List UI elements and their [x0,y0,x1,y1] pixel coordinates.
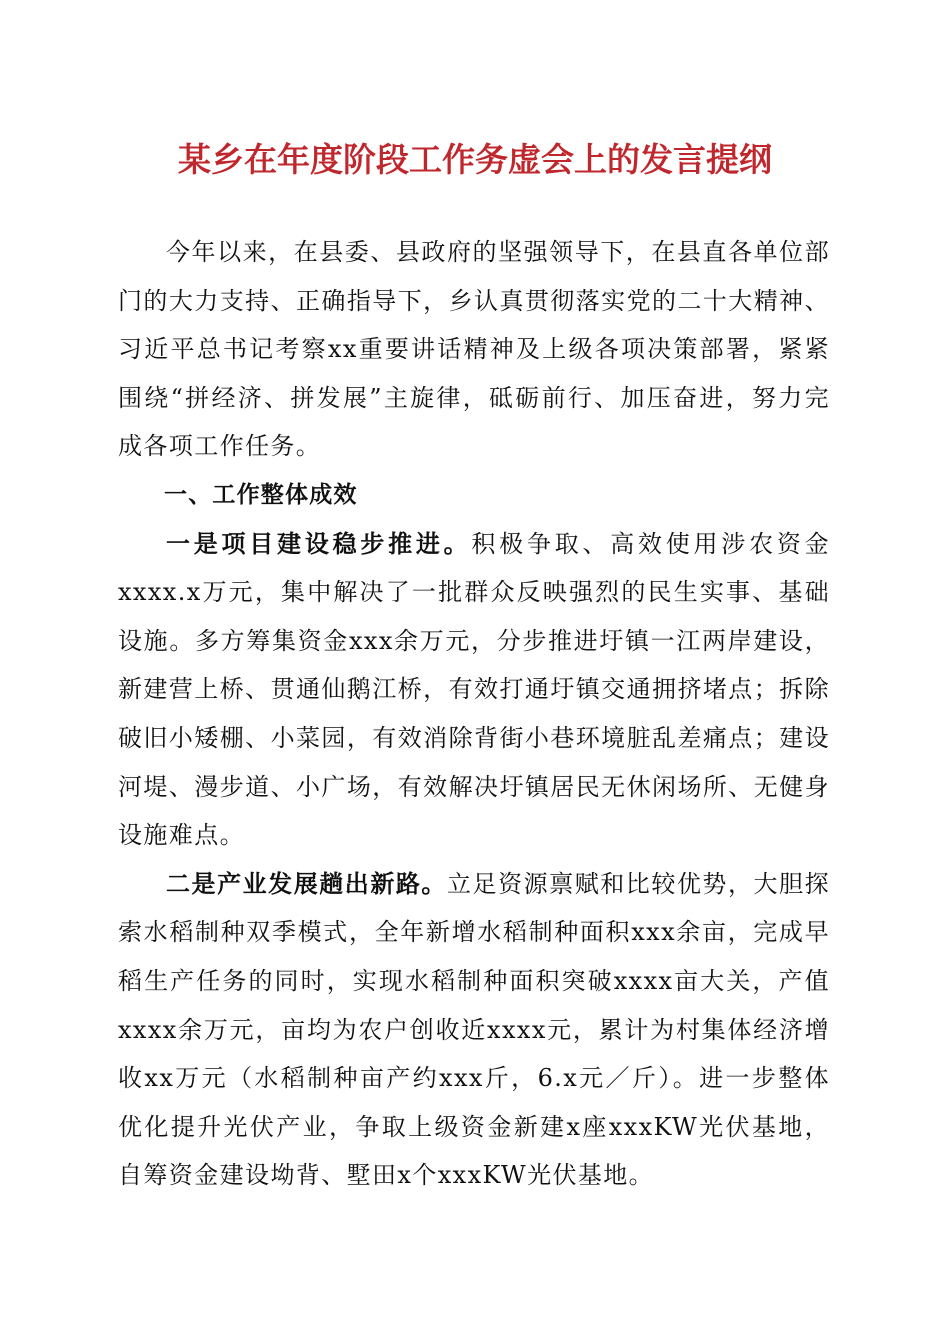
document-title: 某乡在年度阶段工作务虚会上的发言提纲 [178,140,772,179]
item2-lead: 二是产业发展趟出新路。 [166,868,447,898]
document-body [118,228,830,1200]
intro-paragraph: 今年以来，在县委、县政府的坚强领导下，在县直各单位部门的大力支持、正确指导下，乡认真贯彻落实党的二十大精神、习近平总书记考察xx重要讲话精神及上级各项决策部署，紧紧围绕“拼经济、拼发展”主旋律，砥砺前行、加压奋进，努力完成各项工作任务。 [118,238,830,461]
item1-text: 积极争取、高效使用涉农资金xxxx.x万元，集中解决了一批群众反映强烈的民生实事、基础设施。多方筹集资金xxx余万元，分步推进圩镇一江两岸建设，新建营上桥、贯通仙鹅江桥，有效打通圩镇交通拥挤堵点；拆除破旧小矮棚、小菜园，有效消除背街小巷环境脏乱差痛点；建设河堤、漫步道、小广场，有效解决圩镇居民无休闲场所、无健身设施难点。 [118,529,830,850]
item2-paragraph [118,860,830,1200]
item2-text: 立足资源禀赋和比较优势，大胆探索水稻制种双季模式，全年新增水稻制种面积xxx余亩，完成早稻生产任务的同时，实现水稻制种面积突破xxxx亩大关，产值xxxx余万元，亩均为农户创收近xxxx元，累计为村集体经济增收xx万元（水稻制种亩产约xxx斤，6.x元／斤）。进一步整体优化提升光伏产业，争取上级资金新建x座xxxKW光伏基地，自筹资金建设坳背、墅田x个xxxKW光伏基地。 [118,869,830,1190]
item1-lead: 一是项目建设稳步推进。 [166,528,472,558]
item1-paragraph [118,520,830,860]
section-heading: 一、工作整体成效 [164,481,358,508]
